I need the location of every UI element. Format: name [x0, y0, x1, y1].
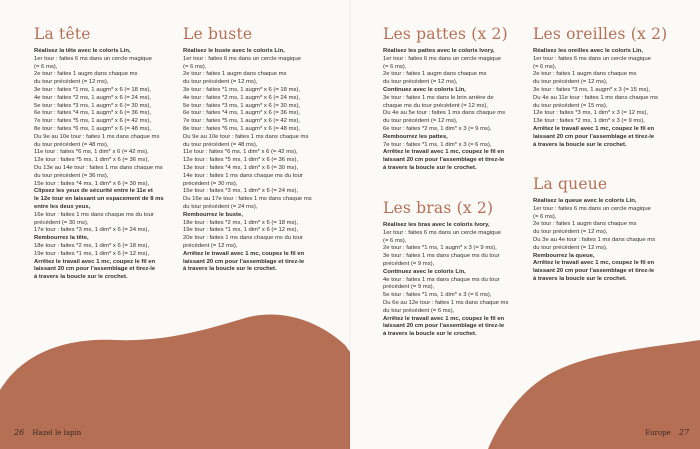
instruction-line: 2e tour : faites 1 augm dans chaque ms: [383, 71, 487, 78]
instruction-line: (= 6 ms),: [533, 213, 557, 220]
instruction-line: laissant 20 cm pour l’assemblage et tirez-le: [533, 133, 655, 140]
instruction-line: Rembourrez le buste,: [183, 211, 243, 218]
instruction-line: Du 4e au 11e tour : faites 1 ms dans chaque ms: [533, 94, 658, 101]
instruction-line: (= 6 ms),: [533, 63, 557, 70]
section-title: Les bras (x 2): [383, 199, 494, 217]
footer-title: Europe: [645, 429, 671, 437]
section-title: Le buste: [183, 25, 253, 43]
instruction-line: (= 6 ms),: [183, 63, 207, 70]
instruction-line: 13e tour : faites *2 ms, 1 dim* x 3 (= 9 ms),: [533, 118, 645, 125]
instruction-line: du tour précédent (= 48 ms),: [34, 141, 109, 148]
instruction-line: 1er tour : faites 6 ms dans un cercle magique: [533, 55, 651, 62]
instructions: [383, 222, 508, 339]
section-title: La queue: [533, 175, 608, 193]
instruction-line: à travers la boucle sur le crochet.: [183, 266, 277, 273]
instruction-line: 7e tour : faites *5 ms, 1 augm* x 6 (= 42 ms),: [34, 118, 152, 125]
instruction-line: Du 6e au 12e tour : faites 1 ms dans chaque ms: [383, 299, 509, 306]
instruction-line: 18e tour : faites *2 ms, 1 dim* x 6 (= 18 ms),: [183, 219, 299, 226]
instruction-line: à travers la boucle sur le crochet.: [383, 164, 477, 171]
instruction-line: 1er tour : faites 6 ms dans un cercle magique: [183, 55, 301, 62]
instruction-line: Arrêtez le travail avec 1 mc, coupez le fil en: [383, 315, 505, 322]
instruction-line: Réalisez les bras avec le coloris Ivory,: [383, 222, 490, 228]
instruction-line: laissant 20 cm pour l’assemblage et tirez-le: [383, 157, 505, 164]
instruction-line: à travers la boucle sur le crochet.: [383, 331, 477, 338]
section-title: La tête: [34, 25, 91, 43]
instructions: [183, 48, 312, 274]
instruction-line: 15e tour : faites *4 ms, 1 dim* x 6 (= 30 ms),: [34, 180, 150, 187]
instruction-line: 1er tour : faites 6 ms dans un cercle magique: [533, 205, 651, 212]
instruction-line: à travers la boucle sur le crochet.: [34, 274, 128, 281]
instruction-line: Clipsez les yeux de sécurité entre le 11e et: [34, 188, 153, 195]
instruction-line: 6e tour : faites *4 ms, 1 augm* x 6 (= 36 ms),: [183, 110, 301, 117]
instruction-line: 2e tour : faites 1 augm dans chaque ms: [34, 71, 138, 78]
instruction-line: 2e tour : faites *1 ms, 1 augm* x 3 (= 9 ms),: [383, 245, 497, 252]
instruction-line: 3e tour : faites *3 ms, 1 augm* x 3 (= 15 ms),: [533, 86, 651, 93]
instruction-line: 6e tour : faites *4 ms, 1 augm* x 6 (= 36 ms),: [34, 110, 152, 117]
instruction-line: Rembourrez les pattes,: [383, 133, 448, 140]
instruction-line: précédent (= 9 ms),: [383, 260, 435, 267]
instruction-line: 8e tour : faites *6 ms, 1 augm* x 6 (= 48 ms),: [34, 125, 152, 132]
instruction-line: du tour précédent (= 12 ms),: [533, 244, 608, 251]
instruction-line: Continuez avec le coloris Lin,: [383, 86, 466, 93]
instruction-line: du tour précédent (= 12 ms),: [533, 79, 608, 86]
instruction-line: du tour précédent (= 15 ms),: [533, 102, 608, 109]
instruction-line: Du 4e au 5e tour : faites 1 ms dans chaque ms: [383, 110, 506, 117]
instruction-line: entre les deux yeux,: [34, 203, 91, 210]
section-oreilles: [533, 24, 667, 149]
instruction-line: du tour précédent (= 6 ms),: [383, 307, 455, 314]
instruction-line: Arrêtez le travail avec 1 mc, coupez le fil en: [533, 125, 655, 132]
instructions: [34, 48, 164, 282]
footer-title: Hazel le lapin: [32, 429, 82, 437]
instruction-line: laissant 20 cm pour l’assemblage et tirez-le: [183, 258, 305, 265]
instruction-line: du tour précédent (= 24 ms),: [183, 203, 258, 210]
instruction-line: 14e tour : faites 1 ms dans chaque ms du tour: [183, 172, 303, 179]
instructions: [533, 48, 667, 149]
section-title: Les pattes (x 2): [383, 25, 508, 43]
instruction-line: 12e tour : faites *5 ms, 1 dim* x 6 (= 36 ms),: [183, 157, 299, 164]
instruction-line: précédent (= 12 ms),: [183, 242, 238, 249]
instruction-line: 5e tour : faites *1 ms, 1 dim* x 3 (= 6 ms),: [383, 292, 492, 299]
instruction-line: 1er tour : faites 6 ms dans un cercle magique: [383, 229, 501, 236]
instruction-line: 1er tour : faites 6 ms dans un cercle magique: [34, 55, 152, 62]
instruction-line: Du 3e au 4e tour : faites 1 ms dans chaque ms: [533, 236, 656, 243]
instruction-line: 15e tour : faites *3 ms, 1 dim* x 6 (= 24 ms),: [183, 188, 299, 195]
instruction-line: à travers la boucle sur le crochet.: [533, 275, 627, 282]
instruction-line: 7e tour : faites *1 ms, 1 dim* x 3 (= 6 ms),: [383, 141, 492, 148]
instruction-line: précédent (= 30 ms),: [183, 180, 238, 187]
section-buste: [183, 24, 312, 274]
instruction-line: 6e tour : faites *2 ms, 1 dim* x 3 (= 9 ms),: [383, 125, 492, 132]
instruction-line: 3e tour : faites *1 ms, 1 augm* x 6 (= 18 ms),: [34, 86, 152, 93]
instruction-line: Réalisez les oreilles avec le coloris Lin,: [533, 48, 644, 54]
section-tete: [34, 24, 164, 282]
instruction-line: (= 6 ms),: [34, 63, 58, 70]
instruction-line: Arrêtez le travail avec 1 mc, coupez le fil en: [383, 149, 505, 156]
instruction-line: à travers la boucle sur le crochet.: [533, 141, 627, 148]
instruction-line: Réalisez le buste avec le coloris Lin,: [183, 48, 285, 54]
instruction-line: (= 6 ms),: [383, 63, 407, 70]
instruction-line: précédent (= 30 ms),: [34, 219, 89, 226]
instruction-line: 3e tour : faites *1 ms, 1 augm* x 6 (= 18 ms),: [183, 86, 301, 93]
left-footer: [14, 428, 81, 437]
page-number: 26: [14, 428, 25, 437]
instruction-line: 2e tour : faites 1 augm dans chaque ms: [183, 71, 287, 78]
instruction-line: 8e tour : faites *6 ms, 1 augm* x 6 (= 48 ms),: [183, 125, 301, 132]
section-queue: [533, 174, 655, 284]
instruction-line: Arrêtez le travail avec 1 mc, coupez le fil en: [533, 260, 655, 267]
instruction-line: 1er tour : faites 6 ms dans un cercle magique: [383, 55, 501, 62]
instruction-line: 5e tour : faites *3 ms, 1 augm* x 6 (= 30 ms),: [34, 102, 152, 109]
instruction-line: Du 13e au 14e tour : faites 1 ms dans chaque ms: [34, 164, 163, 171]
instruction-line: laissant 20 cm pour l’assemblage et tirez-le: [533, 268, 655, 275]
book-gutter: [349, 0, 351, 449]
instruction-line: du tour précédent (= 12 ms),: [183, 79, 258, 86]
instruction-line: 7e tour : faites *5 ms, 1 augm* x 6 (= 42 ms),: [183, 118, 301, 125]
instruction-line: 12e tour : faites *3 ms, 1 dim* x 3 (= 12 ms),: [533, 110, 649, 117]
instruction-line: Rembourrez la tête,: [34, 235, 89, 242]
instruction-line: du tour précédent (= 12 ms),: [533, 229, 608, 236]
instruction-line: 2e tour : faites 1 augm dans chaque ms: [533, 221, 637, 228]
instruction-line: 3e tour : faites 1 ms dans chaque ms du tour: [383, 253, 500, 260]
instruction-line: précédent (= 9 ms),: [383, 284, 435, 291]
instruction-line: 4e tour : faites 1 ms dans chaque ms du tour: [383, 276, 500, 283]
instruction-line: du tour précédent (= 12 ms),: [383, 79, 458, 86]
instruction-line: 3e tour : faites 1 ms dans le brin arrière de: [383, 94, 494, 101]
instruction-line: 12e tour : faites *5 ms, 1 dim* x 6 (= 36 ms),: [34, 157, 150, 164]
instructions: [533, 198, 655, 284]
instruction-line: du tour précédent (= 36 ms),: [34, 172, 109, 179]
instruction-line: 19e tour : faites *1 ms, 1 dim* x 6 (= 12 ms),: [183, 227, 299, 234]
instructions: [383, 48, 508, 173]
instruction-line: (= 6 ms),: [383, 237, 407, 244]
instruction-line: du tour précédent (= 12 ms),: [34, 79, 109, 86]
instruction-line: 11e tour : faites *6 ms, 1 dim* x 6 (= 42 ms),: [34, 149, 149, 156]
instruction-line: 4e tour : faites *2 ms, 1 augm* x 6 (= 24 ms),: [183, 94, 301, 101]
instruction-line: Du 16e au 17e tour : faites 1 ms dans chaque ms: [183, 196, 312, 203]
instruction-line: Continuez avec le coloris Lin,: [383, 268, 466, 275]
instruction-line: Arrêtez le travail avec 1 mc, coupez le fil en: [183, 250, 305, 257]
instruction-line: le 12e tour en laissant un espacement de 8 ms: [34, 196, 164, 203]
section-title: Les oreilles (x 2): [533, 25, 668, 43]
instruction-line: 16e tour : faites 1 ms dans chaque ms du tour: [34, 211, 154, 218]
instruction-line: laissant 20 cm pour l’assemblage et tirez-le: [34, 266, 156, 273]
instruction-line: 18e tour : faites *2 ms, 1 dim* x 6 (= 18 ms),: [34, 242, 150, 249]
instruction-line: 20e tour : faites 1 ms dans chaque ms du tour: [183, 235, 303, 242]
instruction-line: 2e tour : faites 1 augm dans chaque ms: [533, 71, 637, 78]
instruction-line: 5e tour : faites *3 ms, 1 augm* x 6 (= 30 ms),: [183, 102, 301, 109]
instruction-line: du tour précédent (= 12 ms),: [383, 118, 458, 125]
instruction-line: Du 9e au 10e tour : faites 1 ms dans chaque ms: [183, 133, 309, 140]
instruction-line: laissant 20 cm pour l’assemblage et tirez-le: [383, 323, 505, 330]
instruction-line: 13e tour : faites *4 ms, 1 dim* x 6 (= 30 ms),: [183, 164, 299, 171]
instruction-line: Réalisez la queue avec le coloris Lin,: [533, 198, 637, 204]
instruction-line: chaque ms du tour précédent (= 12 ms),: [383, 102, 488, 109]
section-bras: [383, 198, 508, 339]
instruction-line: Réalisez les pattes avec le coloris Ivory,: [383, 48, 495, 54]
instruction-line: 4e tour : faites *2 ms, 1 augm* x 6 (= 24 ms),: [34, 94, 152, 101]
instruction-line: Rembourrez la queue,: [533, 252, 595, 259]
instruction-line: Du 9e au 10e tour : faites 1 ms dans chaque ms: [34, 133, 160, 140]
page-number: 27: [679, 428, 690, 437]
instruction-line: du tour précédent (= 48 ms),: [183, 141, 258, 148]
instruction-line: 17e tour : faites *3 ms, 1 dim* x 6 (= 24 ms),: [34, 227, 150, 234]
instruction-line: Arrêtez le travail avec 1 mc, coupez le fil en: [34, 258, 156, 265]
right-footer: [645, 428, 689, 437]
section-pattes: [383, 24, 508, 173]
instruction-line: Réalisez la tête avec le coloris Lin,: [34, 48, 131, 54]
instruction-line: 11e tour : faites *6 ms, 1 dim* x 6 (= 42 ms),: [183, 149, 298, 156]
instruction-line: 19e tour : faites *1 ms, 1 dim* x 6 (= 12 ms),: [34, 250, 150, 257]
